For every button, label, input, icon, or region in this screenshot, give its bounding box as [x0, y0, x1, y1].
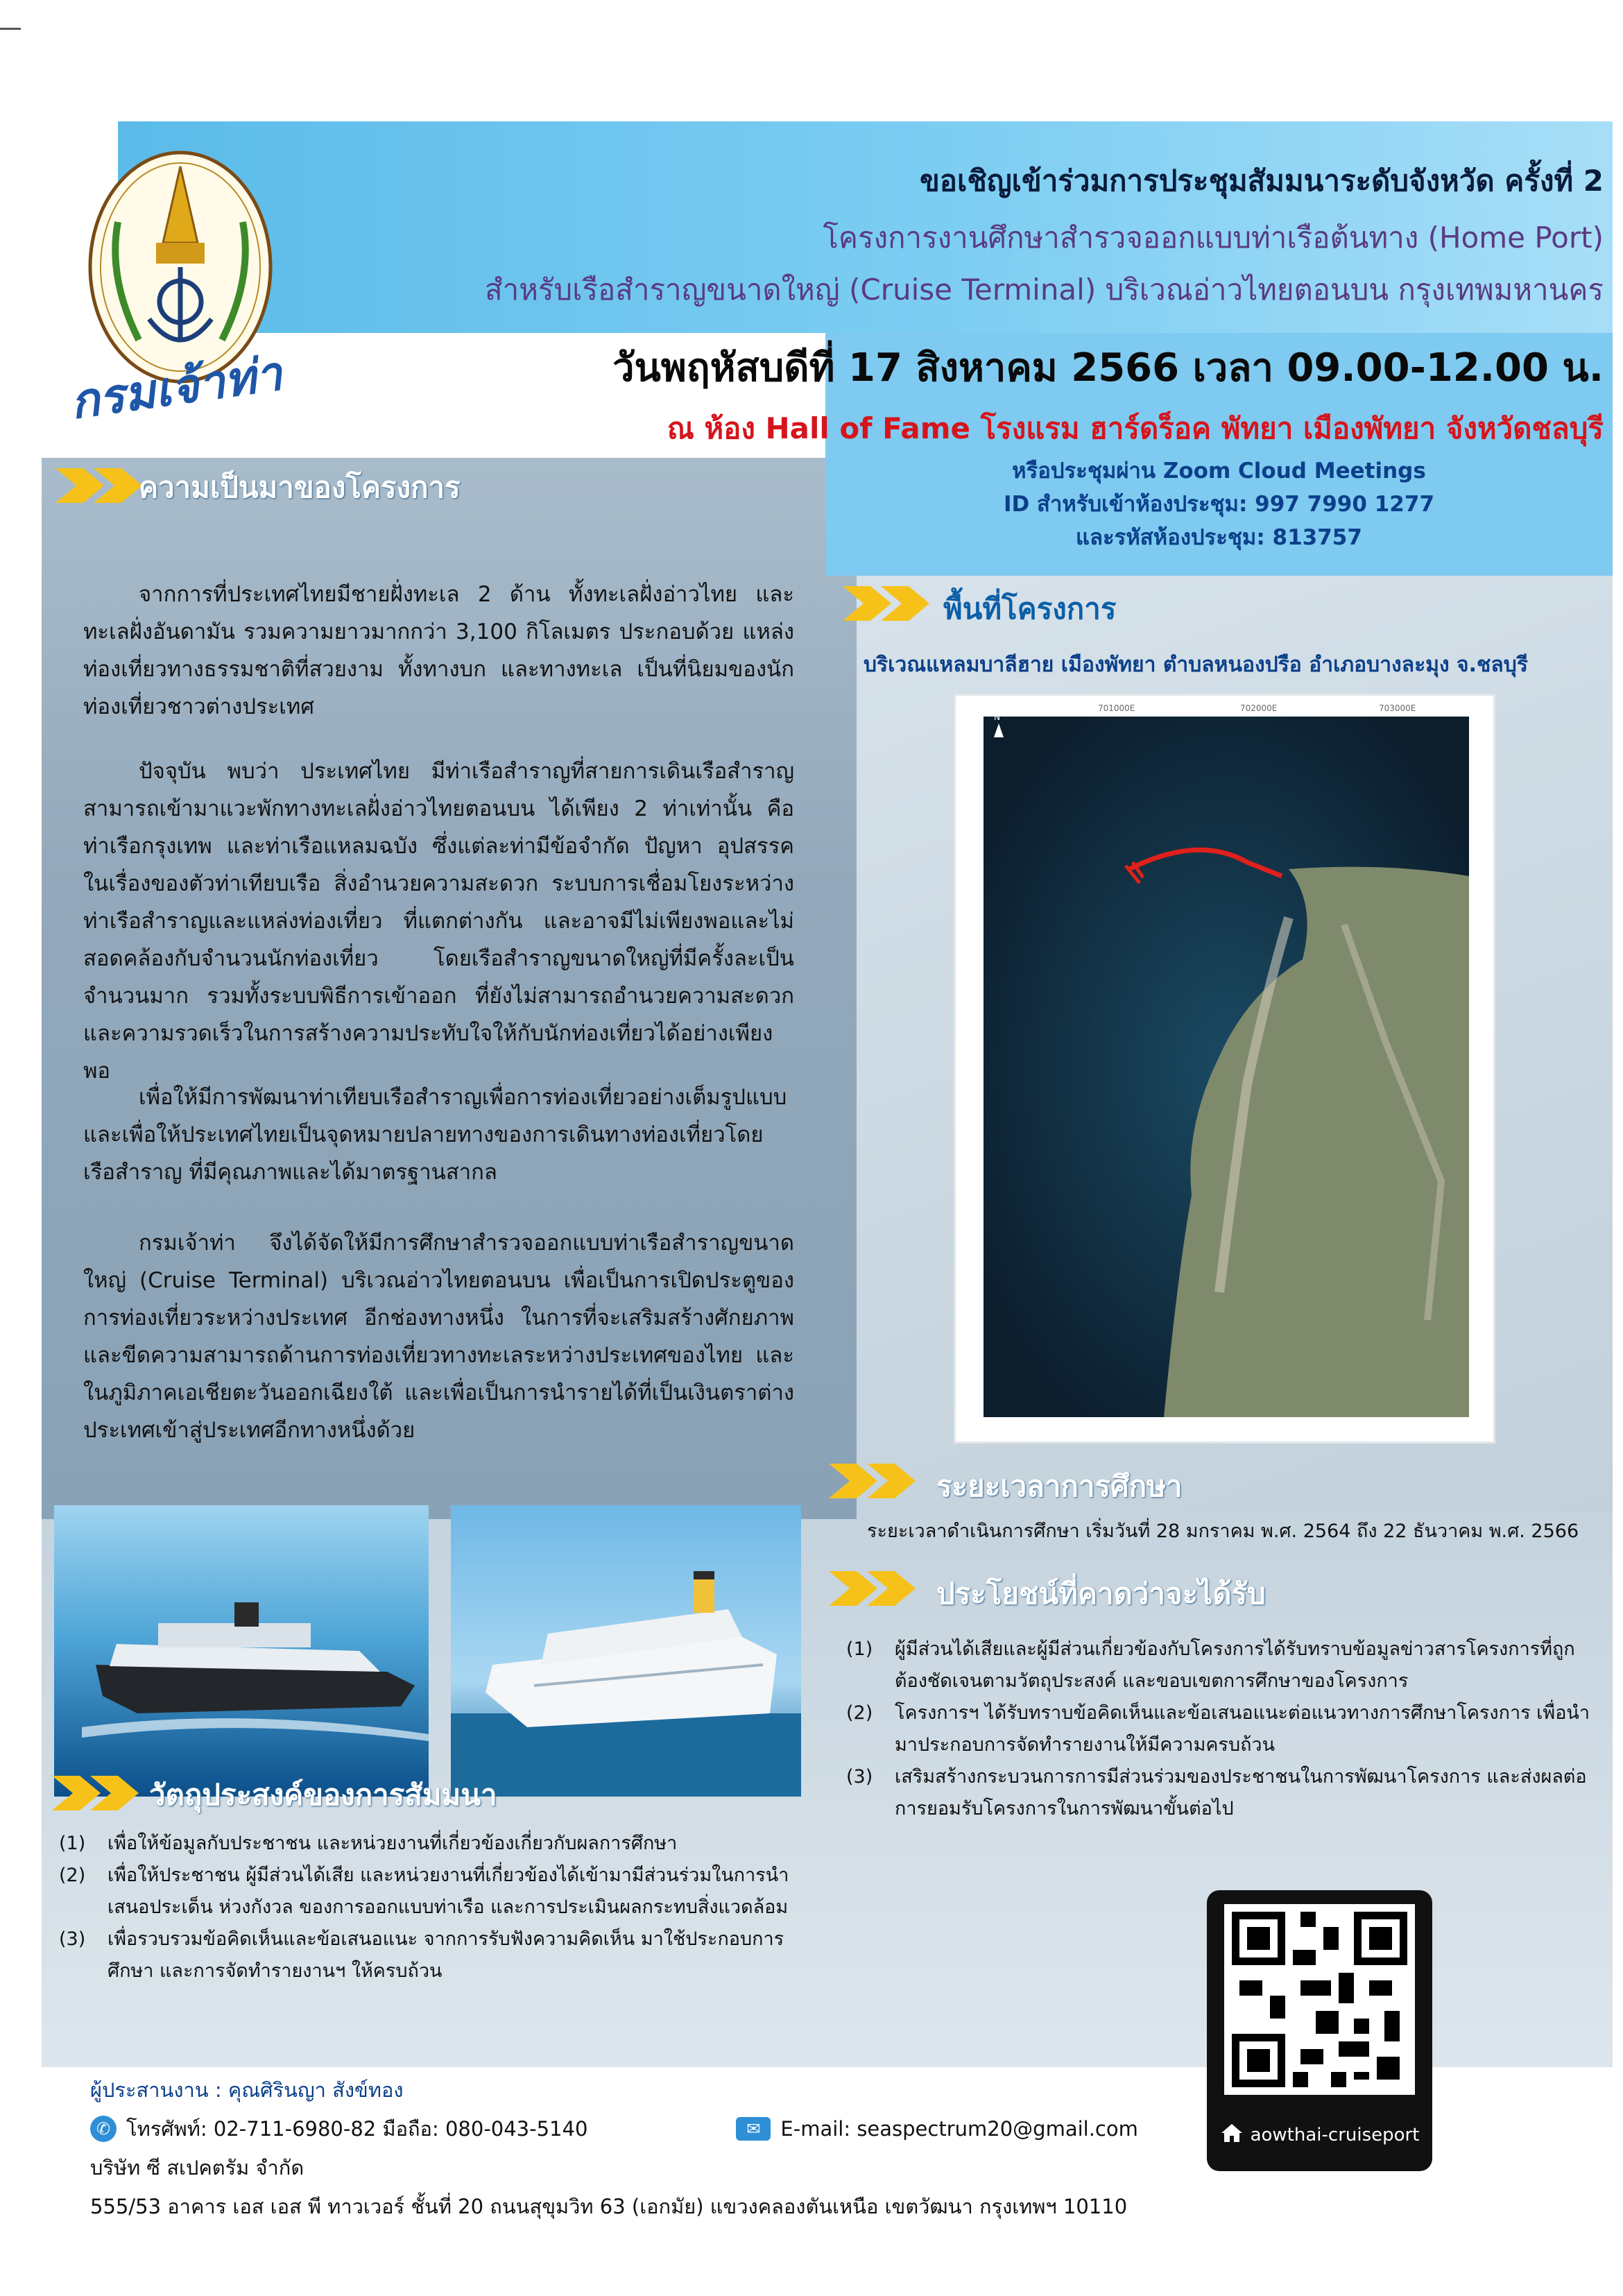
home-icon	[1220, 2123, 1244, 2148]
company-address: 555/53 อาคาร เอส เอส พี ทาวเวอร์ ชั้นที่ 20 ถนนสุขุมวิท 63 (เอกมัย) แขวงคลองตันเหนือ เขตวัฒนา กรุงเทพฯ 10110	[90, 2195, 1128, 2218]
logo-text	[62, 347, 312, 423]
map-tick-label: 701000E	[1098, 703, 1135, 713]
benefits-list	[846, 1634, 1602, 1825]
chevron-icon	[843, 583, 947, 624]
background-title: ความเป็นมาของโครงการ	[139, 470, 461, 504]
objectives-list	[59, 1828, 808, 1987]
project-area-map	[954, 694, 1495, 1443]
project-title: โครงการงานศึกษาสำรวจออกแบบท่าเรือต้นทาง (Home Port)	[823, 221, 1604, 255]
duration-description: ระยะเวลาดำเนินการศึกษา เริ่มวันที่ 28 มกราคม พ.ศ. 2564 ถึง 22 ธันวาคม พ.ศ. 2566	[867, 1520, 1579, 1542]
svg-text:N: N	[994, 712, 1000, 722]
zoom-passcode: และรหัสห้องประชุม: 813757	[1076, 525, 1362, 550]
background-paragraph-4: กรมเจ้าท่า จึงได้จัดให้มีการศึกษาสำรวจออกแบบท่าเรือสำราญขนาดใหญ่ (Cruise Terminal) บริเวณอ่าวไทยตอนบน เพื่อเป็นการเปิดประตูของการท่องเที่ยวระหว่างประเทศ อีกช่องทางหนึ่ง ในการที่จะเสริมสร้างศักยภาพและขีดความสามารถด้านการท่องเที่ยวทางทะเลระหว่างประเทศของไทย และในภูมิภาคเอเชียตะวันออกเฉียงใต้ และเพื่อเป็นการนำรายได้ที่เป็นเงินตราต่างประเทศเข้าสู่ประเทศอีกทางหนึ่งด้วย	[83, 1231, 794, 1443]
phone-numbers: โทรศัพท์: 02-711-6980-82 มือถือ: 080-043-5140	[126, 2117, 588, 2141]
chevron-icon	[829, 1568, 933, 1609]
objective-item: (2) เพื่อให้ประชาชน ผู้มีส่วนได้เสีย และหน่วยงานที่เกี่ยวข้องได้เข้ามามีส่วนร่วมในการนำเสนอประเด็น ห่วงกังวล ของการออกแบบท่าเรือ และการประเมินผลกระทบสิ่งแวดล้อม	[59, 1865, 789, 1918]
email-address[interactable]: E-mail: seaspectrum20@gmail.com	[780, 2117, 1138, 2141]
scan-mark	[0, 28, 21, 30]
cruise-ship-photo-1	[54, 1505, 429, 1797]
event-date: วันพฤหัสบดีที่ 17 สิงหาคม 2566 เวลา 09.00-12.00 น.	[612, 345, 1604, 391]
email-icon: ✉	[736, 2117, 771, 2141]
cruise-ship-photo-2	[451, 1505, 801, 1797]
event-venue: ณ ห้อง Hall of Fame โรงแรม ฮาร์ดร็อค พัทยา เมืองพัทยา จังหวัดชลบุรี	[667, 411, 1604, 445]
benefit-item: (2) โครงการฯ ได้รับทราบข้อคิดเห็นและข้อเสนอแนะต่อแนวทางการศึกษาโครงการ เพื่อนำมาประกอบการจัดทำรายงานให้มีความครบถ้วน	[846, 1702, 1590, 1756]
duration-title: ระยะเวลาการศึกษา	[936, 1469, 1183, 1503]
company-name: บริษัท ซี สเปคตรัม จำกัด	[90, 2156, 304, 2179]
area-description: บริเวณแหลมบาลีฮาย เมืองพัทยา ตำบลหนองปรือ อำเภอบางละมุง จ.ชลบุรี	[864, 653, 1528, 677]
benefit-item: (1) ผู้มีส่วนได้เสียและผู้มีส่วนเกี่ยวข้องกับโครงการได้รับทราบข้อมูลข่าวสารโครงการที่ถูกต้องชัดเจนตามวัตถุประสงค์ และขอบเขตการศึกษาของโครงการ	[846, 1638, 1575, 1692]
objective-item: (3) เพื่อรวบรวมข้อคิดเห็นและข้อเสนอแนะ จากการรับฟังความคิดเห็น มาใช้ประกอบการศึกษา และการจัดทำรายงานฯ ให้ครบถ้วน	[59, 1928, 784, 1982]
benefit-item: (3) เสริมสร้างกระบวนการการมีส่วนร่วมของประชาชนในการพัฒนาโครงการ และส่งผลต่อการยอมรับโครงการในการพัฒนาขั้นต่อไป	[846, 1766, 1587, 1819]
project-subtitle: สำหรับเรือสำราญขนาดใหญ่ (Cruise Terminal) บริเวณอ่าวไทยตอนบน กรุงเทพมหานคร	[484, 273, 1604, 307]
chevron-icon	[52, 1772, 156, 1814]
objectives-title: วัตถุประสงค์ของการสัมมนา	[149, 1778, 497, 1812]
coordinator: ผู้ประสานงาน : คุณศิรินญา สังข์ทอง	[90, 2078, 404, 2102]
chevron-icon	[829, 1460, 933, 1502]
objective-item: (1) เพื่อให้ข้อมูลกับประชาชน และหน่วยงานที่เกี่ยวข้องเกี่ยวกับผลการศึกษา	[59, 1833, 678, 1854]
zoom-line-1: หรือประชุมผ่าน Zoom Cloud Meetings	[1012, 459, 1426, 483]
invitation-title: ขอเชิญเข้าร่วมการประชุมสัมมนาระดับจังหวัด ครั้งที่ 2	[920, 164, 1604, 198]
zoom-meeting-id: ID สำหรับเข้าห้องประชุม: 997 7990 1277	[1003, 492, 1435, 517]
area-title: พื้นที่โครงการ	[943, 592, 1117, 626]
background-paragraph-3: เพื่อให้มีการพัฒนาท่าเทียบเรือสำราญเพื่อการท่องเที่ยวอย่างเต็มรูปแบบ และเพื่อให้ประเทศไทยเป็นจุดหมายปลายทางของการเดินทางท่องเที่ยวโดยเรือสำราญ ที่มีคุณภาพและได้มาตรฐานสากล	[83, 1085, 787, 1185]
map-tick-label: 702000E	[1240, 703, 1278, 713]
background-paragraph-1: จากการที่ประเทศไทยมีชายฝั่งทะเล 2 ด้าน ทั้งทะเลฝั่งอ่าวไทย และทะเลฝั่งอันดามัน รวมความยาวมากกว่า 3,100 กิโลเมตร ประกอบด้วย แหล่งท่องเที่ยวทางธรรมชาติที่สวยงาม ทั้งทางบก และทางทะเล เป็นที่นิยมของนักท่องเที่ยวชาวต่างประเทศ	[83, 582, 794, 719]
contact-block	[90, 2071, 1138, 2226]
logo-wordmark: กรมเจ้าท่า	[67, 347, 286, 423]
qr-code[interactable]	[1224, 1904, 1415, 2095]
background-paragraph-2: ปัจจุบัน พบว่า ประเทศไทย มีท่าเรือสำราญที่สายการเดินเรือสำราญสามารถเข้ามาแวะพักทางทะเลฝั่งอ่าวไทยตอนบน ได้เพียง 2 ท่าเท่านั้น คือ ท่าเรือกรุงเทพ และท่าเรือแหลมฉบัง ซึ่งแต่ละท่ามีข้อจำกัด ปัญหา อุปสรรค ในเรื่องของตัวท่าเทียบเรือ สิ่งอำนวยความสะดวก ระบบการเชื่อมโยงระหว่างท่าเรือสำราญและแหล่งท่องเที่ยว ที่แตกต่างกัน และอาจมีไม่เพียงพอและไม่สอดคล้องกับจำนวนนักท่องเที่ยว โดยเรือสำราญขนาดใหญ่ที่มีครั้งละเป็นจำนวนมาก รวมทั้งระบบพิธีการเข้าออก ที่ยังไม่สามารถอำนวยความสะดวกและความรวดเร็วในการสร้างความประทับใจให้กับนักท่องเที่ยวได้อย่างเพียงพอ	[83, 759, 794, 1083]
phone-icon: ✆	[90, 2116, 117, 2142]
benefits-title: ประโยชน์ที่คาดว่าจะได้รับ	[936, 1577, 1266, 1611]
map-tick-label: 703000E	[1379, 703, 1416, 713]
qr-caption: aowthai-cruiseport	[1210, 2123, 1429, 2148]
zoom-info	[825, 454, 1613, 554]
